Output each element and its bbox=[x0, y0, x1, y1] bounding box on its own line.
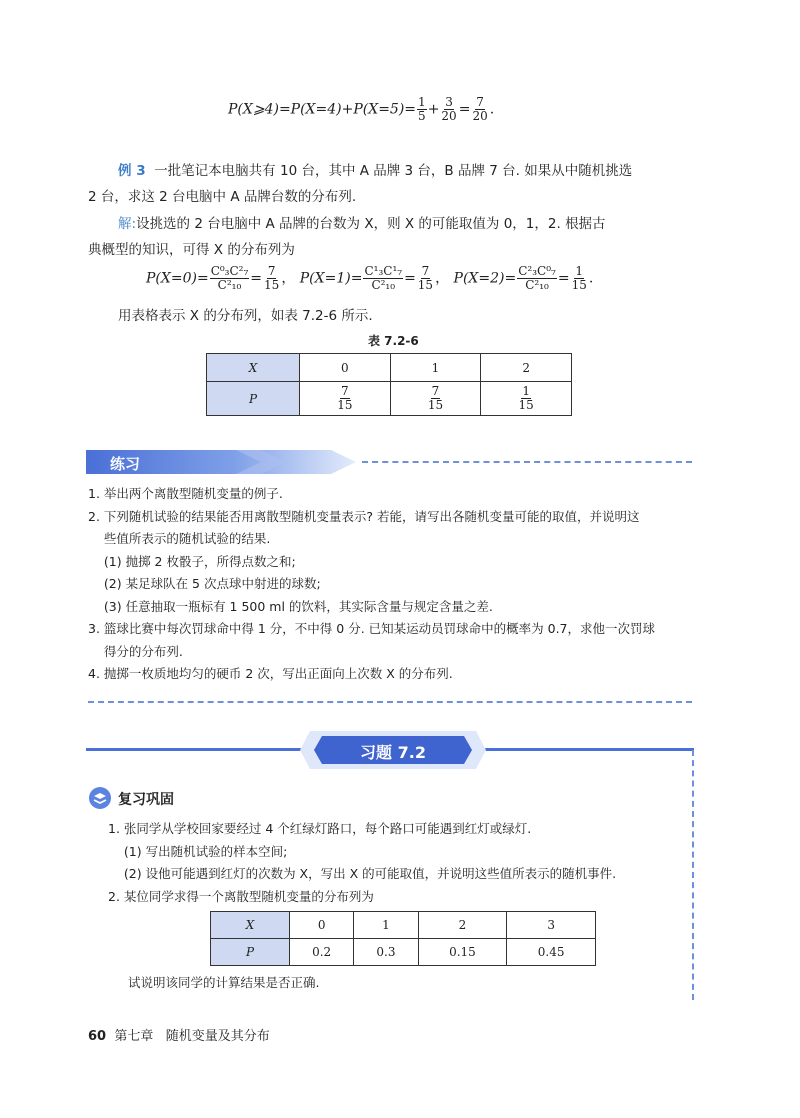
table-header-p: P bbox=[207, 382, 300, 416]
example3-line2: 2 台，求这 2 台电脑中 A 品牌台数的分布列. bbox=[88, 189, 357, 205]
table-cell: 1 bbox=[354, 912, 418, 939]
practice-title: 练习 bbox=[110, 455, 141, 473]
top-formula: P(X⩾4)=P(X=4)+P(X=5)= $\frac{1}{5}$ + $\frac{3}{20}$ = $\frac{7}{20}$ . bbox=[228, 95, 495, 123]
probability-formulas: P(X=0)= $\frac{\text{C⁰₃C²₇}}{\text{C²₁₀}}$ = $\frac{7}{15}$ ， P(X=1)= $\frac{\text{C¹₃C¹₇}}{\text{C²₁₀}}$ = $\frac{7}{15}$ ， P(X=2)= $\frac{\text{C²₃C⁰₇}}{\text{C²₁₀}}$ = $\frac{1}{15}$ . bbox=[146, 264, 594, 292]
table-cell: 0 bbox=[290, 912, 354, 939]
table-cell: 2 bbox=[481, 354, 572, 382]
fraction: $\frac{3}{20}$ bbox=[441, 95, 457, 123]
table-header-x: X bbox=[207, 354, 300, 382]
list-item: (1) 抛掷 2 枚骰子，所得点数之和; bbox=[88, 553, 296, 569]
list-item: 些值所表示的随机试验的结果. bbox=[88, 531, 271, 546]
distribution-table-example3 bbox=[206, 353, 572, 416]
review-section-title: 复习巩固 bbox=[118, 792, 174, 808]
exercise-banner bbox=[300, 731, 486, 769]
divider bbox=[88, 701, 692, 703]
page-footer bbox=[88, 1025, 270, 1044]
divider-vertical bbox=[692, 750, 694, 1000]
solution-label: 解: bbox=[118, 216, 137, 232]
review-section-icon bbox=[88, 786, 112, 814]
list-item: 1. 举出两个离散型随机变量的例子. bbox=[88, 486, 283, 501]
table-cell: 1 bbox=[390, 354, 481, 382]
table-cell: 0.15 bbox=[418, 939, 507, 966]
table-cell: 3 bbox=[507, 912, 596, 939]
table-cell: $\frac{7}{15}$ bbox=[390, 382, 481, 416]
table-intro: 用表格表示 X 的分布列，如表 7.2-6 所示. bbox=[118, 308, 373, 324]
chapter-number: 第七章 bbox=[114, 1029, 154, 1044]
header-rule-left bbox=[86, 748, 316, 751]
table-caption: 表 7.2-6 bbox=[368, 334, 419, 348]
list-item: 1. 张同学从学校回家要经过 4 个红绿灯路口，每个路口可能遇到红灯或绿灯. bbox=[108, 821, 532, 836]
exercise-list bbox=[108, 818, 616, 908]
practice-banner bbox=[86, 450, 356, 474]
list-item: 得分的分布列. bbox=[88, 643, 183, 659]
table-cell: 0.45 bbox=[507, 939, 596, 966]
list-item: 2. 下列随机试验的结果能否用离散型随机变量表示? 若能，请写出各随机变量可能的取值，并说明这 bbox=[88, 508, 640, 524]
table-cell: 2 bbox=[418, 912, 507, 939]
list-item: (2) 设他可能遇到红灯的次数为 X，写出 X 的可能取值，并说明这些值所表示的随机事件. bbox=[108, 866, 617, 881]
solution-line1: 解:设挑选的 2 台电脑中 A 品牌的台数为 X，则 X 的可能取值为 0，1，2. 根据古 bbox=[118, 216, 606, 232]
after-table-text: 试说明该同学的计算结果是否正确. bbox=[128, 975, 320, 990]
page-number: 60 bbox=[88, 1029, 107, 1044]
fraction: $\frac{7}{20}$ bbox=[472, 95, 488, 123]
practice-list bbox=[88, 483, 655, 686]
list-item: 2. 某位同学求得一个离散型随机变量的分布列为 bbox=[108, 888, 374, 904]
table-cell: $\frac{7}{15}$ bbox=[300, 382, 391, 416]
list-item: (1) 写出随机试验的样本空间; bbox=[108, 843, 288, 859]
divider bbox=[362, 461, 692, 463]
list-item: (2) 某足球队在 5 次点球中射进的球数; bbox=[88, 576, 321, 591]
chapter-title: 随机变量及其分布 bbox=[165, 1029, 270, 1044]
example3-line1: 例 3 一批笔记本电脑共有 10 台，其中 A 品牌 3 台，B 品牌 7 台. 如果从中随机挑选 bbox=[118, 163, 633, 179]
list-item: 4. 抛掷一枚质地均匀的硬币 2 次，写出正面向上次数 X 的分布列. bbox=[88, 666, 453, 681]
distribution-table-exercise bbox=[210, 911, 596, 966]
fraction: $\frac{1}{5}$ bbox=[418, 95, 426, 123]
exercise-title: 习题 7.2 bbox=[360, 743, 426, 762]
solution-line2: 典概型的知识，可得 X 的分布列为 bbox=[88, 242, 295, 258]
formula-lhs: P(X⩾4)=P(X=4)+P(X=5)= bbox=[228, 101, 417, 118]
list-item: (3) 任意抽取一瓶标有 1 500 ml 的饮料，其实际含量与规定含量之差. bbox=[88, 598, 493, 614]
table-cell: 0.2 bbox=[290, 939, 354, 966]
header-rule-right bbox=[470, 748, 694, 751]
table-cell: 0 bbox=[300, 354, 391, 382]
example-label: 例 3 bbox=[118, 163, 146, 179]
table-cell: 0.3 bbox=[354, 939, 418, 966]
list-item: 3. 篮球比赛中每次罚球命中得 1 分，不中得 0 分. 已知某运动员罚球命中的概率为 0.7，求他一次罚球 bbox=[88, 621, 656, 636]
table-cell: $\frac{1}{15}$ bbox=[481, 382, 572, 416]
table-header-x: X bbox=[211, 912, 290, 939]
table-header-p: P bbox=[211, 939, 290, 966]
